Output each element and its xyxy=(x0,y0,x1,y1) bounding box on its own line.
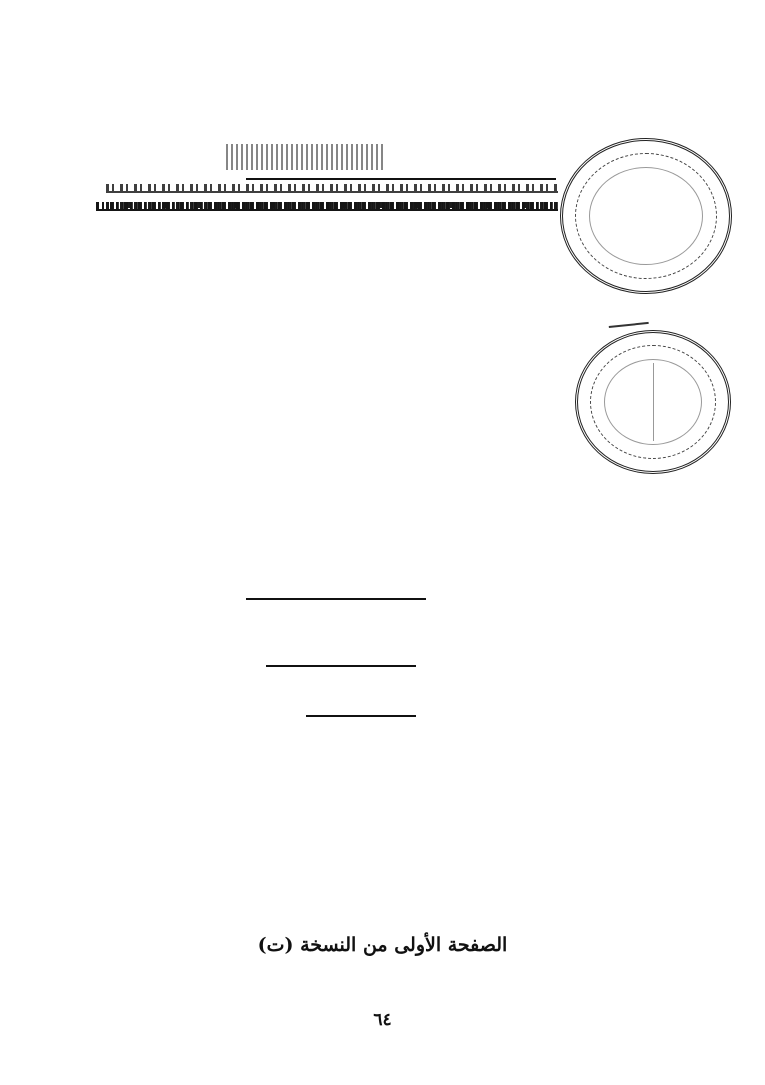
circular-seal-stamp xyxy=(560,138,732,294)
margin-annotation xyxy=(607,308,648,328)
manuscript-text-block xyxy=(96,148,558,910)
manuscript-section-heading xyxy=(306,693,416,717)
manuscript-basmala-header xyxy=(246,148,556,180)
page-number: ٦٤ xyxy=(373,1010,392,1030)
manuscript-section-heading xyxy=(266,643,416,667)
handwritten-lines xyxy=(96,184,558,202)
circular-seal-stamp-lower xyxy=(575,330,731,474)
figure-caption: الصفحة الأولى من النسخة (ت) xyxy=(257,934,508,956)
manuscript-section-heading xyxy=(246,576,426,600)
